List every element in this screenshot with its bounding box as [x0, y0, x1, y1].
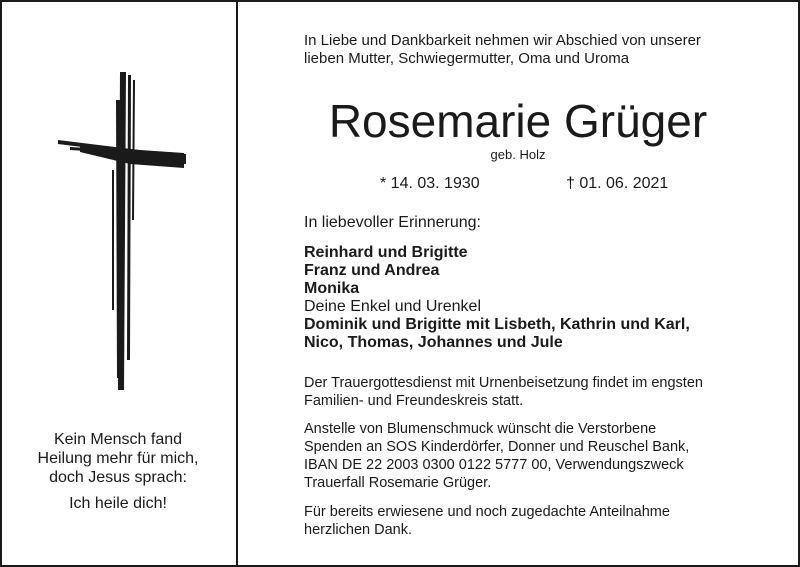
paragraph-line: herzlichen Dank. — [304, 522, 412, 538]
family-line: Monika — [304, 280, 360, 297]
intro-line: In Liebe und Dankbarkeit nehmen wir Abschied von unserer — [304, 32, 701, 49]
intro-line: lieben Mutter, Schwiegermutter, Oma und Uroma — [304, 50, 630, 67]
verse-line: Kein Mensch fand — [53, 431, 183, 448]
birth-date: * 14. 03. 1930 — [380, 175, 480, 192]
family-line: Reinhard und Brigitte — [304, 244, 468, 261]
family-line: Deine Enkel und Urenkel — [304, 298, 481, 315]
verse-line: doch Jesus sprach: — [49, 469, 187, 486]
deceased-name: Rosemarie Grüger — [328, 95, 708, 147]
left-panel — [0, 0, 236, 567]
family-line: Dominik und Brigitte mit Lisbeth, Kathrin und Karl, — [304, 316, 690, 333]
family-line: Franz und Andrea — [304, 262, 440, 279]
intro-text — [304, 32, 701, 68]
paragraph-line: Familien- und Freundeskreis statt. — [304, 393, 524, 409]
verse-final-line: Ich heile dich! — [69, 495, 167, 512]
family-list — [304, 244, 690, 352]
verse — [0, 430, 236, 487]
donation-paragraph — [304, 420, 689, 492]
paragraph-line: Trauerfall Rosemarie Grüger. — [304, 475, 492, 491]
cross-icon — [50, 60, 190, 400]
memory-heading: In liebevoller Erinnerung: — [304, 214, 481, 231]
maiden-name: geb. Holz — [490, 147, 546, 162]
paragraph-line: Der Trauergottesdienst mit Urnenbeisetzung findet im engsten — [304, 375, 703, 391]
paragraph-line: Spenden an SOS Kinderdörfer, Donner und Reuschel Bank, — [304, 439, 690, 455]
death-date: † 01. 06. 2021 — [566, 175, 669, 192]
thanks-paragraph — [304, 503, 670, 539]
paragraph-line: Anstelle von Blumenschmuck wünscht die Verstorbene — [304, 421, 657, 437]
service-paragraph — [304, 374, 703, 410]
paragraph-line: IBAN DE 22 2003 0300 0122 5777 00, Verwendungszweck — [304, 457, 684, 473]
paragraph-line: Für bereits erwiesene und noch zugedachte Anteilnahme — [304, 504, 670, 520]
family-line: Nico, Thomas, Johannes und Jule — [304, 334, 563, 351]
right-panel — [238, 0, 798, 567]
verse-line: Heilung mehr für mich, — [37, 450, 199, 467]
